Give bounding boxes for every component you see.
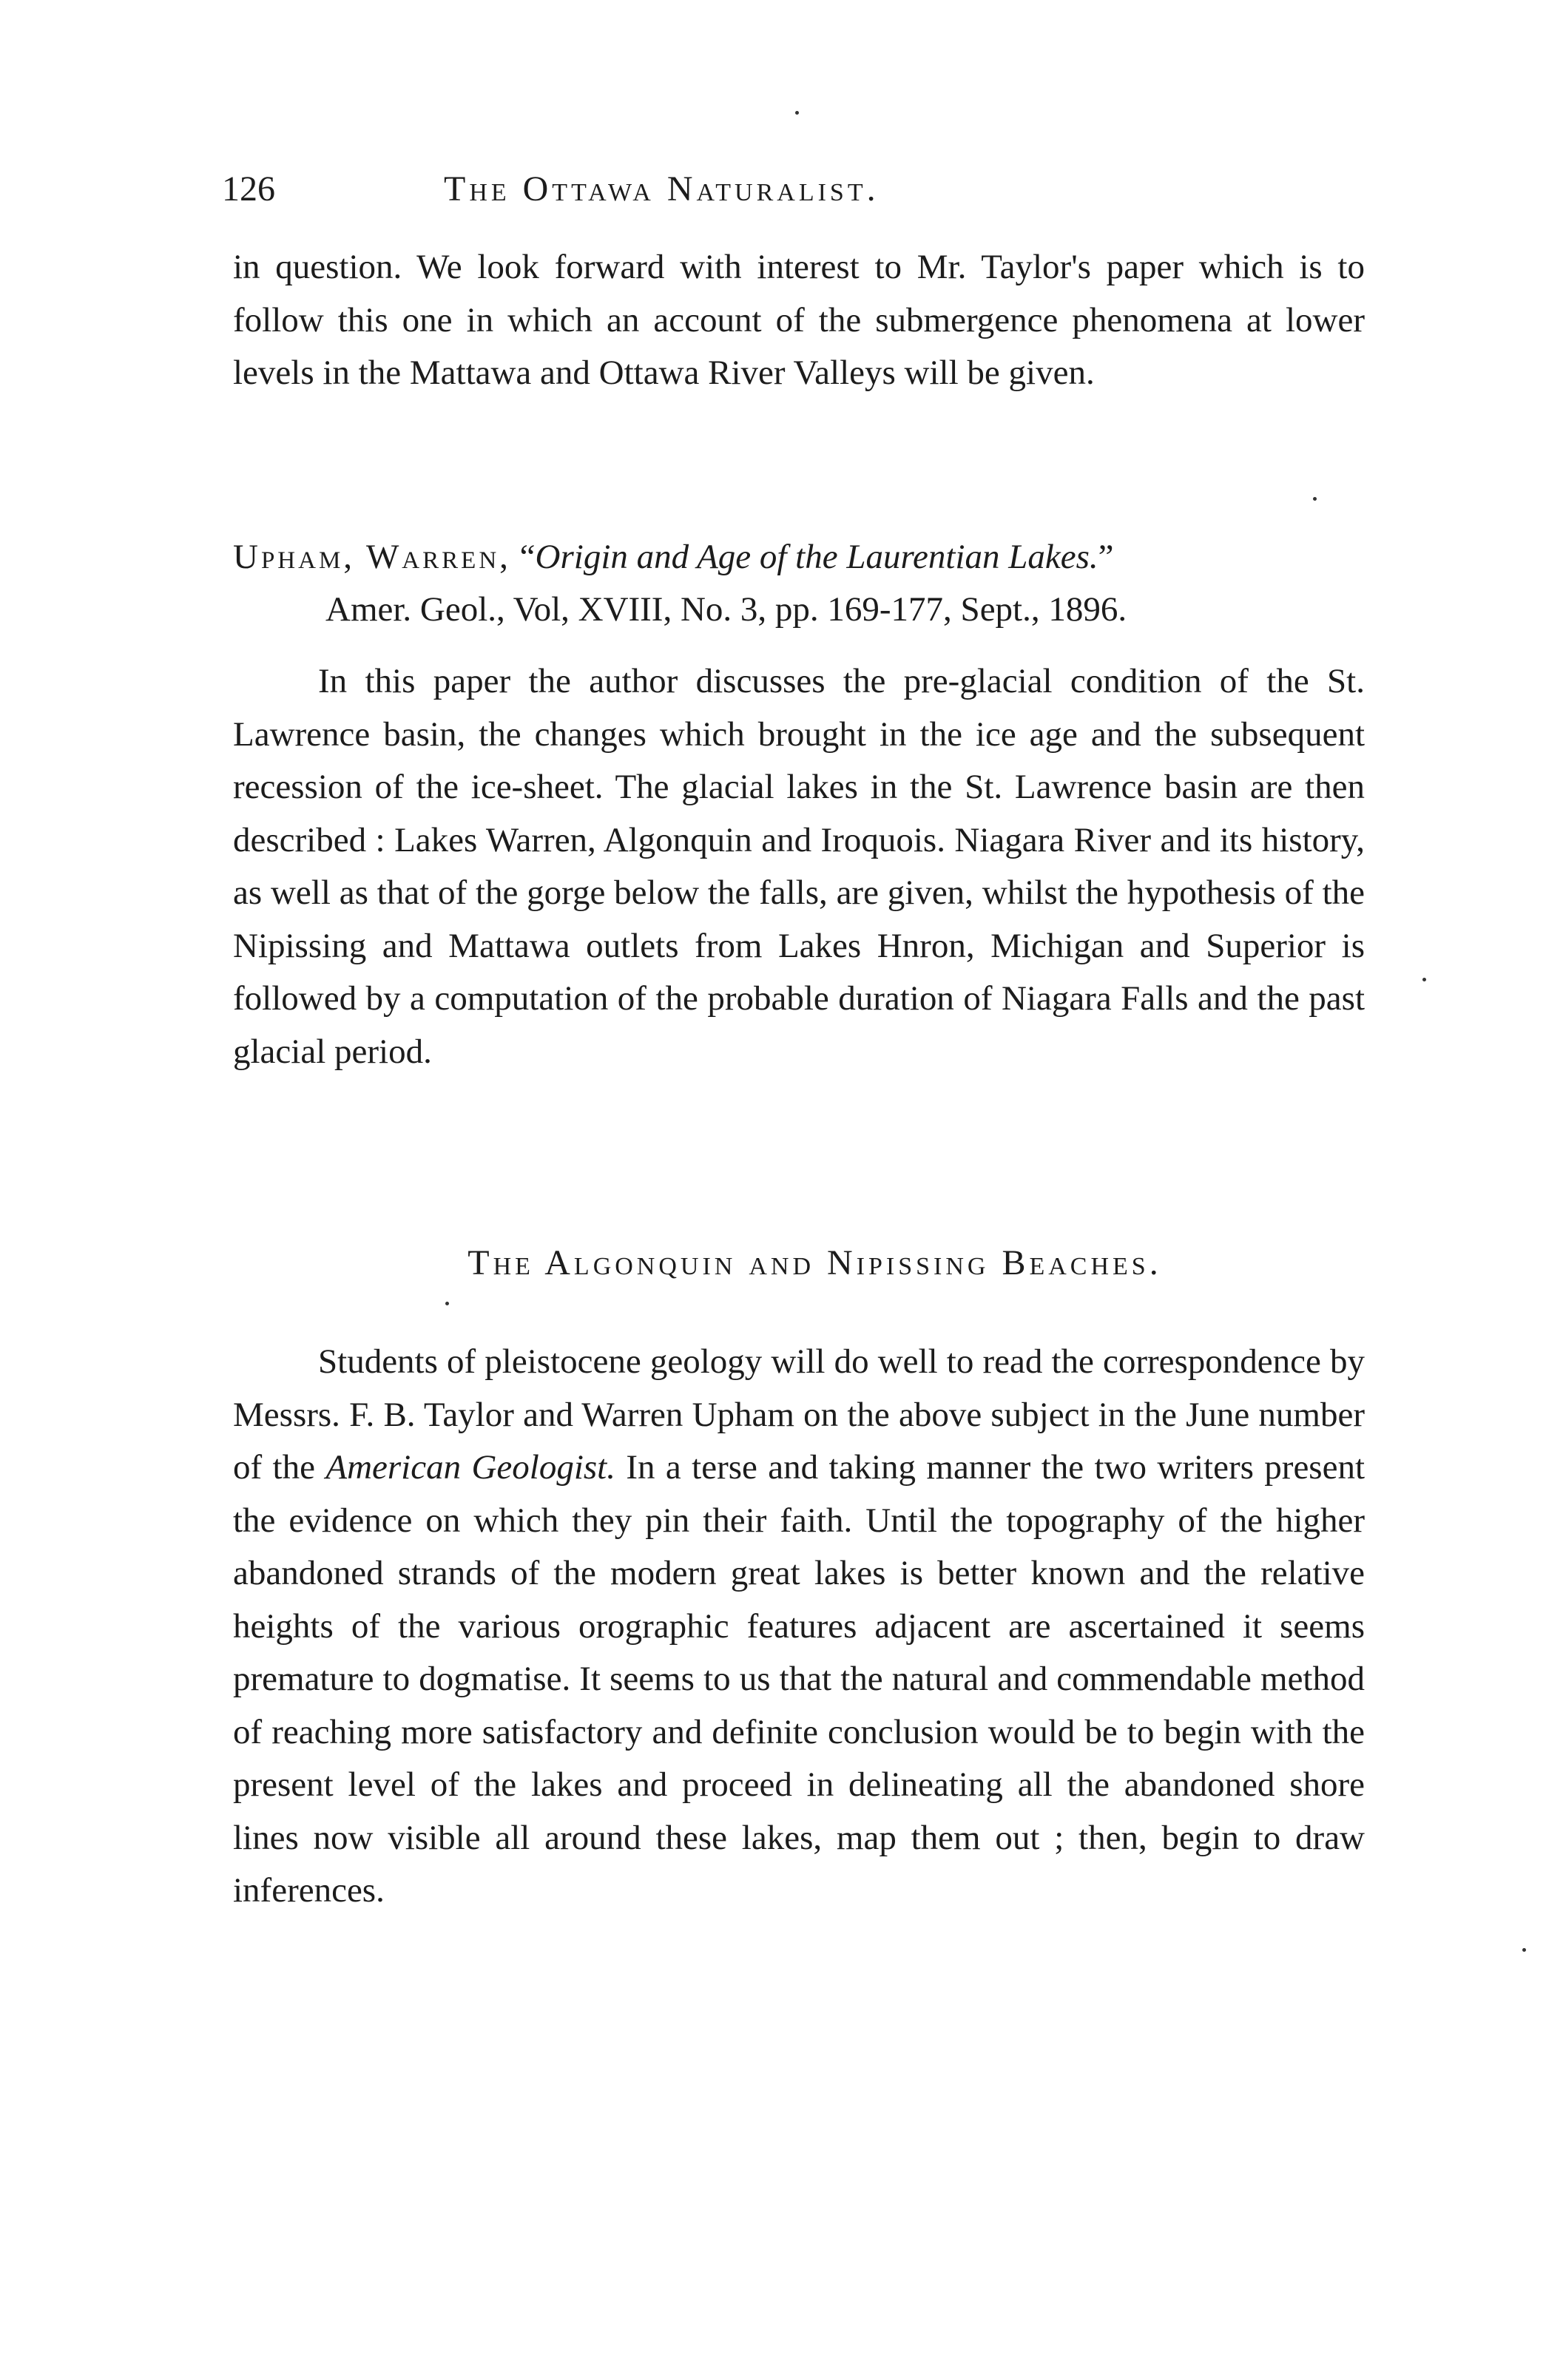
section-heading: The Algonquin and Nipissing Beaches. (467, 1243, 1162, 1282)
print-speck (1522, 1948, 1526, 1952)
citation-open-quote: “ (519, 538, 536, 576)
citation-line-1 (233, 531, 1387, 584)
continuation-paragraph (233, 241, 1365, 400)
print-speck (445, 1302, 449, 1305)
print-speck (1313, 497, 1317, 501)
journal-title: American Geologist. (325, 1448, 615, 1487)
section-text-after: In a terse and taking manner the two writers present the evidence on which they pin their faith. Until the topography of the higher abandoned strands of the modern great lakes is better known and the relative heights of the various orographic features adjacent are ascertained it seems premature to dogmatise. It seems to us that the natural and commendable method of reaching more satisfactory and definite conclusion would be to begin with the present level of the lakes and proceed in delineating all the abandoned shore lines now visible all around these lakes, map them out ; then, begin to draw inferences. (233, 1448, 1365, 1910)
print-speck (795, 111, 799, 115)
citation-source: Amer. Geol., Vol, XVIII, No. 3, pp. 169-177, Sept., 1896. (325, 590, 1127, 629)
citation-close-quote: ” (1098, 538, 1114, 576)
print-speck (1422, 978, 1426, 981)
section-text (233, 1336, 1365, 1918)
continuation-text: in question. We look forward with interest to Mr. Taylor's paper which is to follow this one in which an account of the submergence phenomena at lower levels in the Mattawa and Ottawa River Valleys will be given. (233, 248, 1365, 392)
citation-title: Origin and Age of the Laurentian Lakes. (535, 538, 1098, 576)
running-title: The Ottawa Naturalist. (444, 169, 880, 209)
section-text-before: Students of pleistocene geology will do well to read the correspondence by Messrs. F. B. Taylor and Warren Upham on the above subject in the June number of the (233, 1342, 1365, 1487)
review-paragraph (233, 655, 1365, 1078)
citation-author: Upham, Warren, (233, 538, 511, 576)
page-header (222, 169, 1368, 220)
review-text: In this paper the author discusses the pre-glacial condition of the St. Lawrence basin, the changes which brought in the ice age and the subsequent recession of the ice-sheet. The glacial lakes in the St. Lawrence basin are then described : Lakes Warren, Algonquin and Iroquois. Niagara River and its history, as well as that of the gorge below the falls, are given, whilst the hypothesis of the Nipissing and Mattawa outlets from Lakes Hnron, Michigan and Superior is followed by a computation of the probable duration of Niagara Falls and the past glacial period. (233, 662, 1365, 1071)
page-number: 126 (222, 169, 275, 209)
citation (233, 531, 1387, 636)
section-paragraph (233, 1336, 1365, 1918)
